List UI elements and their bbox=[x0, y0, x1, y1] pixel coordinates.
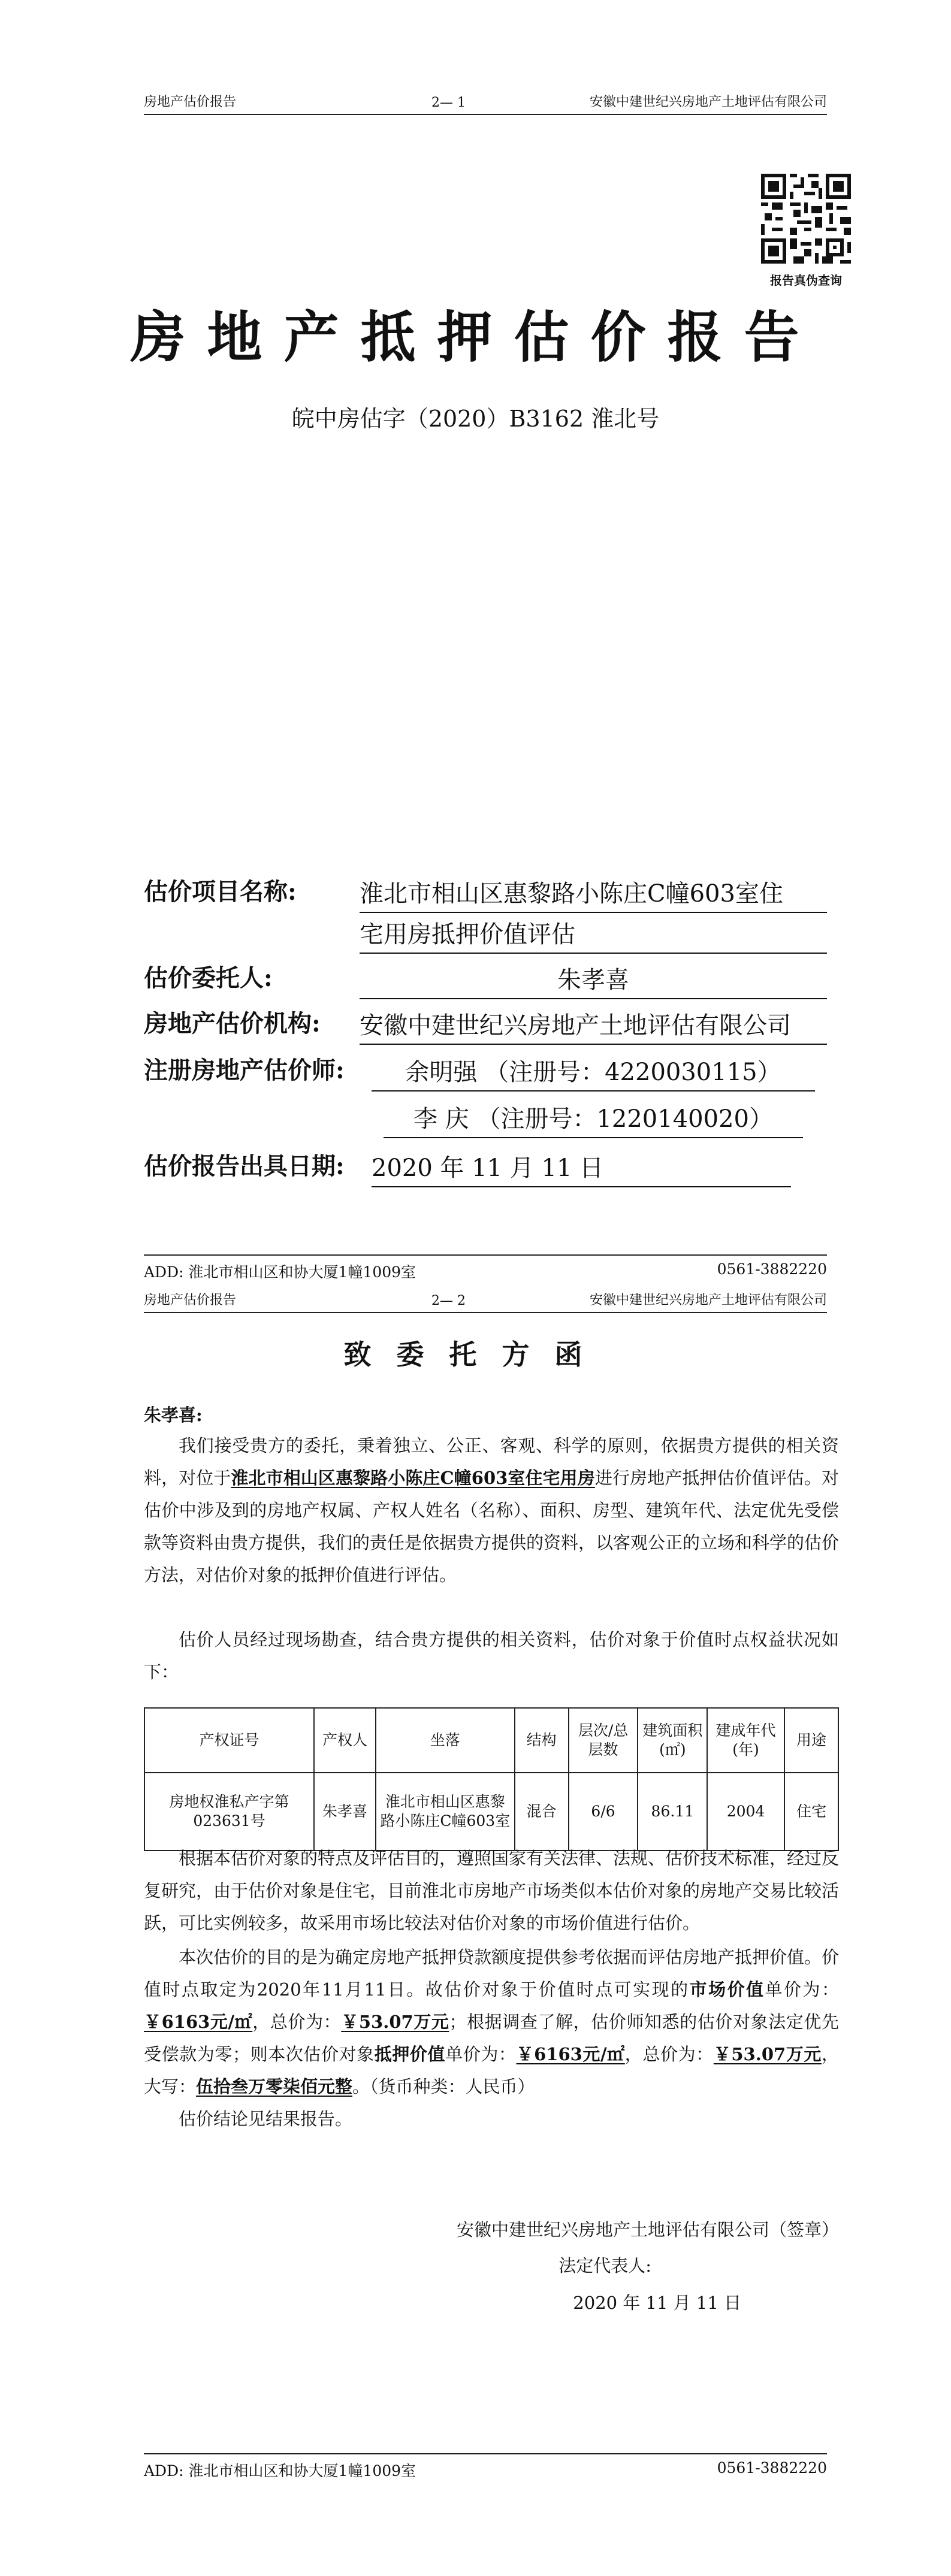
table-header-row bbox=[144, 1708, 838, 1773]
market-total-price: ￥53.07万元 bbox=[341, 2012, 449, 2032]
page-footer bbox=[144, 1254, 827, 1280]
header-page-number: 2— 2 bbox=[431, 1293, 466, 1308]
mortgage-value-label: 抵押价值 bbox=[374, 2044, 446, 2064]
project-name-line2: 宅用房抵押价值评估 bbox=[360, 917, 827, 954]
qr-caption: 报告真伪查询 bbox=[770, 273, 842, 288]
issue-date: 2020 年 11 月 11 日 bbox=[372, 1150, 791, 1187]
property-address: 淮北市相山区惠黎路小陈庄C幢603室住宅用房 bbox=[231, 1468, 595, 1488]
property-rights-table bbox=[144, 1707, 839, 1851]
salutation: 朱孝喜: bbox=[144, 1405, 203, 1425]
table-header-cell: 建筑面积(㎡) bbox=[638, 1708, 707, 1773]
table-header-cell: 产权人 bbox=[314, 1708, 376, 1773]
table-cell: 6/6 bbox=[569, 1773, 638, 1851]
header-report-name: 房地产估价报告 bbox=[144, 1293, 237, 1308]
paragraph-text: 根据本估价对象的特点及评估目的，遵照国家有关法律、法规、估价技术标准，经过反复研究，由于估价对象是住宅，目前淮北市房地产市场类似本估价对象的房地产交易比较活跃，可比实例较多，故采用市场比较法对估价对象的市场价值进行估价。 bbox=[144, 1848, 840, 1933]
mortgage-unit-price: ￥6163元/㎡ bbox=[516, 2044, 625, 2064]
paragraph-text: ，总价为： bbox=[624, 2044, 714, 2064]
signature-representative: 法定代表人: bbox=[558, 2255, 651, 2276]
qr-code-icon[interactable] bbox=[761, 174, 851, 264]
paragraph-text: 估价人员经过现场勘查，结合贵方提供的相关资料，估价对象于价值时点权益状况如下： bbox=[144, 1629, 839, 1682]
appraiser-2: 李 庆 （注册号：1220140020） bbox=[384, 1101, 803, 1138]
header-page-number: 2— 1 bbox=[431, 95, 466, 110]
letter-title: 致委托方函 bbox=[343, 1338, 608, 1371]
letter-body-paragraph-3 bbox=[144, 1842, 839, 1939]
table-header-cell: 结构 bbox=[515, 1708, 569, 1773]
table-header-cell: 层次/总层数 bbox=[569, 1708, 638, 1773]
page-header bbox=[144, 1288, 827, 1313]
table-cell: 混合 bbox=[515, 1773, 569, 1851]
signature-company: 安徽中建世纪兴房地产土地评估有限公司（签章） bbox=[456, 2220, 839, 2240]
paragraph-text: 单价为： bbox=[445, 2044, 517, 2064]
paragraph-text: 单价为： bbox=[765, 1979, 839, 2000]
footer-address: ADD: 淮北市相山区和协大厦1幢1009室 bbox=[144, 2462, 416, 2480]
paragraph-text: 我们接受贵方的委托，秉着独立、公正、客观、科学的原则，依据贵方提供的相关资料，对位于 bbox=[144, 1435, 839, 1488]
header-company: 安徽中建世纪兴房地产土地评估有限公司 bbox=[589, 95, 827, 110]
table-header-cell: 建成年代(年) bbox=[707, 1708, 784, 1773]
table-cell: 86.11 bbox=[638, 1773, 707, 1851]
table-row bbox=[144, 1773, 838, 1851]
footer-phone: 0561-3882220 bbox=[717, 1260, 827, 1278]
page-footer bbox=[144, 2453, 827, 2478]
table-cell: 房地权淮私产字第023631号 bbox=[144, 1773, 314, 1851]
amount-in-words: 伍拾叁万零柒佰元整 bbox=[196, 2076, 353, 2097]
page-header bbox=[144, 90, 827, 115]
letter-body-paragraph-4 bbox=[144, 1941, 839, 2103]
project-name-line1: 淮北市相山区惠黎路小陈庄C幢603室住 bbox=[360, 876, 827, 913]
report-title: 房地产抵押估价报告 bbox=[130, 305, 821, 370]
footer-phone: 0561-3882220 bbox=[717, 2459, 827, 2477]
paragraph-text: ，大写： bbox=[144, 2044, 839, 2097]
client-label: 估价委托人: bbox=[144, 964, 273, 992]
letter-body-paragraph-5 bbox=[144, 2103, 839, 2135]
report-number: 皖中房估字（2020）B3162 淮北号 bbox=[291, 406, 660, 432]
agency-label: 房地产估价机构: bbox=[144, 1009, 321, 1038]
signature-date: 2020 年 11 月 11 日 bbox=[573, 2293, 741, 2313]
paragraph-text: 。（货币种类：人民币） bbox=[352, 2076, 535, 2097]
market-unit-price: ￥6163元/㎡ bbox=[144, 2012, 253, 2032]
mortgage-total-price: ￥53.07万元 bbox=[713, 2044, 822, 2064]
footer-address: ADD: 淮北市相山区和协大厦1幢1009室 bbox=[144, 1263, 416, 1281]
paragraph-text: 本次估价的目的是为确定房地产抵押贷款额度提供参考依据而评估房地产抵押价值。价值时点取定为2020年11月11日。故估价对象于价值时点可实现的 bbox=[144, 1947, 840, 2000]
letter-body-paragraph-2 bbox=[144, 1623, 839, 1688]
client-name: 朱孝喜 bbox=[360, 962, 827, 999]
letter-body-paragraph-1 bbox=[144, 1429, 839, 1591]
table-cell: 淮北市相山区惠黎路小陈庄C幢603室 bbox=[376, 1773, 515, 1851]
table-cell: 住宅 bbox=[784, 1773, 838, 1851]
table-cell: 朱孝喜 bbox=[314, 1773, 376, 1851]
agency-name: 安徽中建世纪兴房地产土地评估有限公司 bbox=[360, 1008, 827, 1045]
paragraph-text: ，总价为： bbox=[252, 2012, 342, 2032]
market-value-label: 市场价值 bbox=[689, 1979, 765, 2000]
appraiser-1: 余明强 （注册号：4220030115） bbox=[372, 1054, 815, 1092]
paragraph-text: 估价结论见结果报告。 bbox=[179, 2109, 353, 2129]
appraiser-label: 注册房地产估价师: bbox=[144, 1056, 345, 1084]
table-header-cell: 产权证号 bbox=[144, 1708, 314, 1773]
header-report-name: 房地产估价报告 bbox=[144, 95, 237, 110]
header-company: 安徽中建世纪兴房地产土地评估有限公司 bbox=[589, 1293, 827, 1308]
paragraph-text: ；根据调查了解，估价师知悉的估价对象法定优先受偿款为零；则本次估价对象 bbox=[144, 2012, 839, 2064]
paragraph-text: 进行房地产抵押估价值评估。对估价中涉及到的房地产权属、产权人姓名（名称）、面积、房型、建筑年代、法定优先受偿款等资料由贵方提供，我们的责任是依据贵方提供的资料，以客观公正的立场和科学的估价方法，对估价对象的抵押价值进行评估。 bbox=[144, 1468, 840, 1585]
table-cell: 2004 bbox=[707, 1773, 784, 1851]
project-name-label: 估价项目名称: bbox=[144, 878, 297, 906]
table-header-cell: 坐落 bbox=[376, 1708, 515, 1773]
issue-date-label: 估价报告出具日期: bbox=[144, 1152, 345, 1180]
table-header-cell: 用途 bbox=[784, 1708, 838, 1773]
